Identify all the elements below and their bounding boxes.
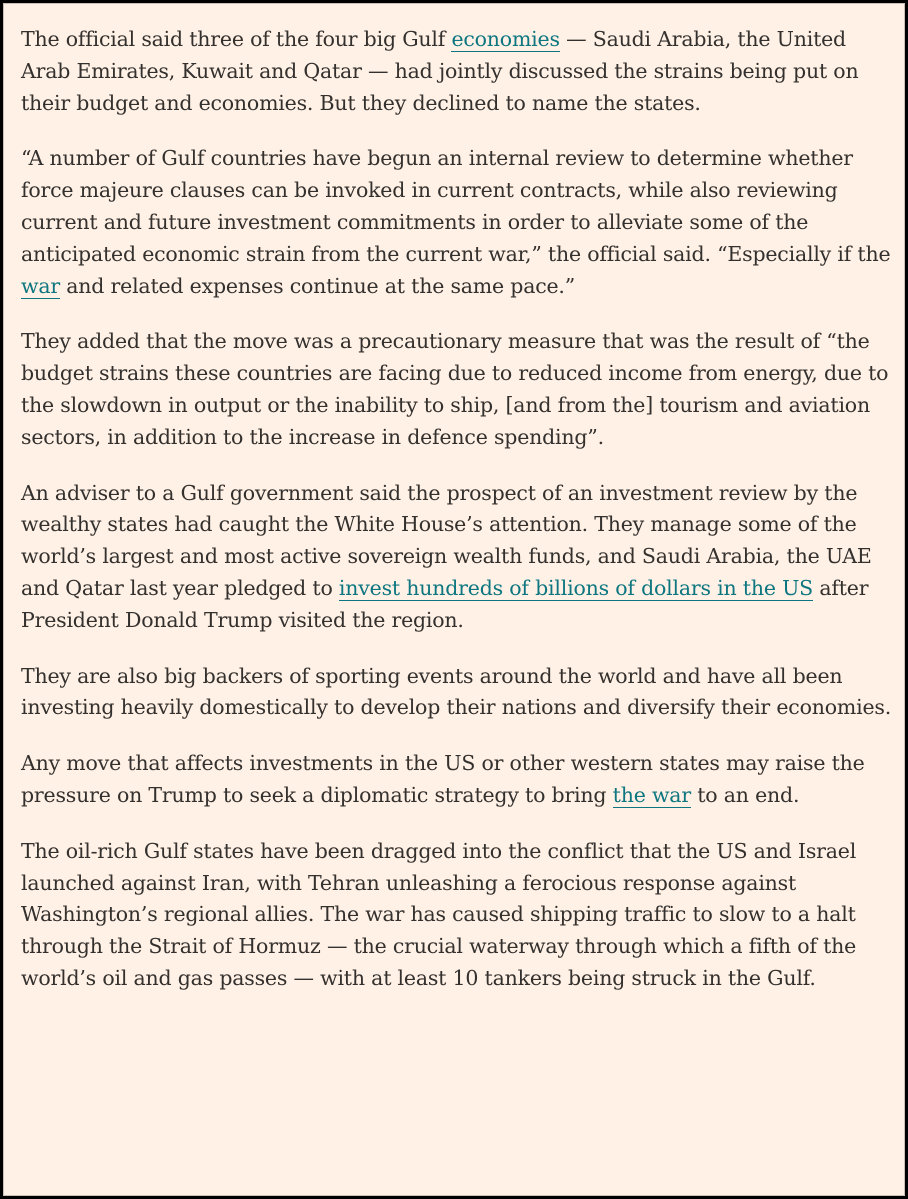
paragraph-text: and related expenses continue at the same pace.” bbox=[59, 273, 576, 298]
article-paragraph bbox=[21, 748, 897, 812]
paragraph-text: — Saudi Arabia, the United Arab Emirates, Kuwait and Qatar — had jointly discussed the strains being put on their budget and economies. But they declined to name the states. bbox=[21, 27, 859, 115]
inline-link[interactable]: invest hundreds of billions of dollars in the US bbox=[338, 575, 814, 600]
paragraph-text: The official said three of the four big Gulf bbox=[21, 27, 452, 51]
article-body bbox=[21, 24, 897, 1019]
article-paragraph bbox=[21, 836, 897, 995]
article-paragraph bbox=[21, 478, 897, 637]
article-paragraph bbox=[21, 24, 897, 119]
article-paragraph bbox=[21, 143, 897, 302]
article-paragraph bbox=[21, 326, 897, 453]
inline-link[interactable]: economies bbox=[451, 27, 560, 51]
paragraph-text: They are also big backers of sporting events around the world and have all been investing heavily domestically to develop their nations and diversify their economies. bbox=[21, 663, 892, 720]
article-paragraph bbox=[21, 661, 897, 725]
paragraph-text: The oil-rich Gulf states have been dragged into the conflict that the US and Israel launched against Iran, with Tehran unleashing a ferocious response against Washington’s regional allies. The war has caused shipping traffic to slow to a halt through the Strait of Hormuz — the crucial waterway through which a fifth of the world’s oil and gas passes — with at least 10 tankers being struck in the Gulf. bbox=[21, 838, 857, 990]
article-frame bbox=[3, 3, 905, 1196]
inline-link[interactable]: the war bbox=[612, 782, 691, 807]
inline-link[interactable]: war bbox=[21, 273, 60, 298]
paragraph-text: “A number of Gulf countries have begun an internal review to determine whether force majeure clauses can be invoked in current contracts, while also reviewing current and future investment commitments in order to alleviate some of the anticipated economic strain from the current war,” the official said. “Especially if the bbox=[21, 146, 891, 266]
paragraph-text: An adviser to a Gulf government said the prospect of an investment review by the wealthy states had caught the White House’s attention. They manage some of the world’s largest and most active sovereign wealth funds, and Saudi Arabia, the UAE and Qatar last year pledged to bbox=[21, 480, 872, 600]
paragraph-text: to an end. bbox=[690, 782, 800, 807]
paragraph-text: after President Donald Trump visited the region. bbox=[21, 575, 869, 632]
paragraph-text: They added that the move was a precautionary measure that was the result of “the budget strains these countries are facing due to reduced income from energy, due to the slowdown in output or the inability to ship, [and from the] tourism and aviation sectors, in addition to the increase in defence spending”. bbox=[21, 329, 889, 449]
paragraph-text: Any move that affects investments in the US or other western states may raise the pressure on Trump to seek a diplomatic strategy to bring bbox=[21, 751, 865, 807]
